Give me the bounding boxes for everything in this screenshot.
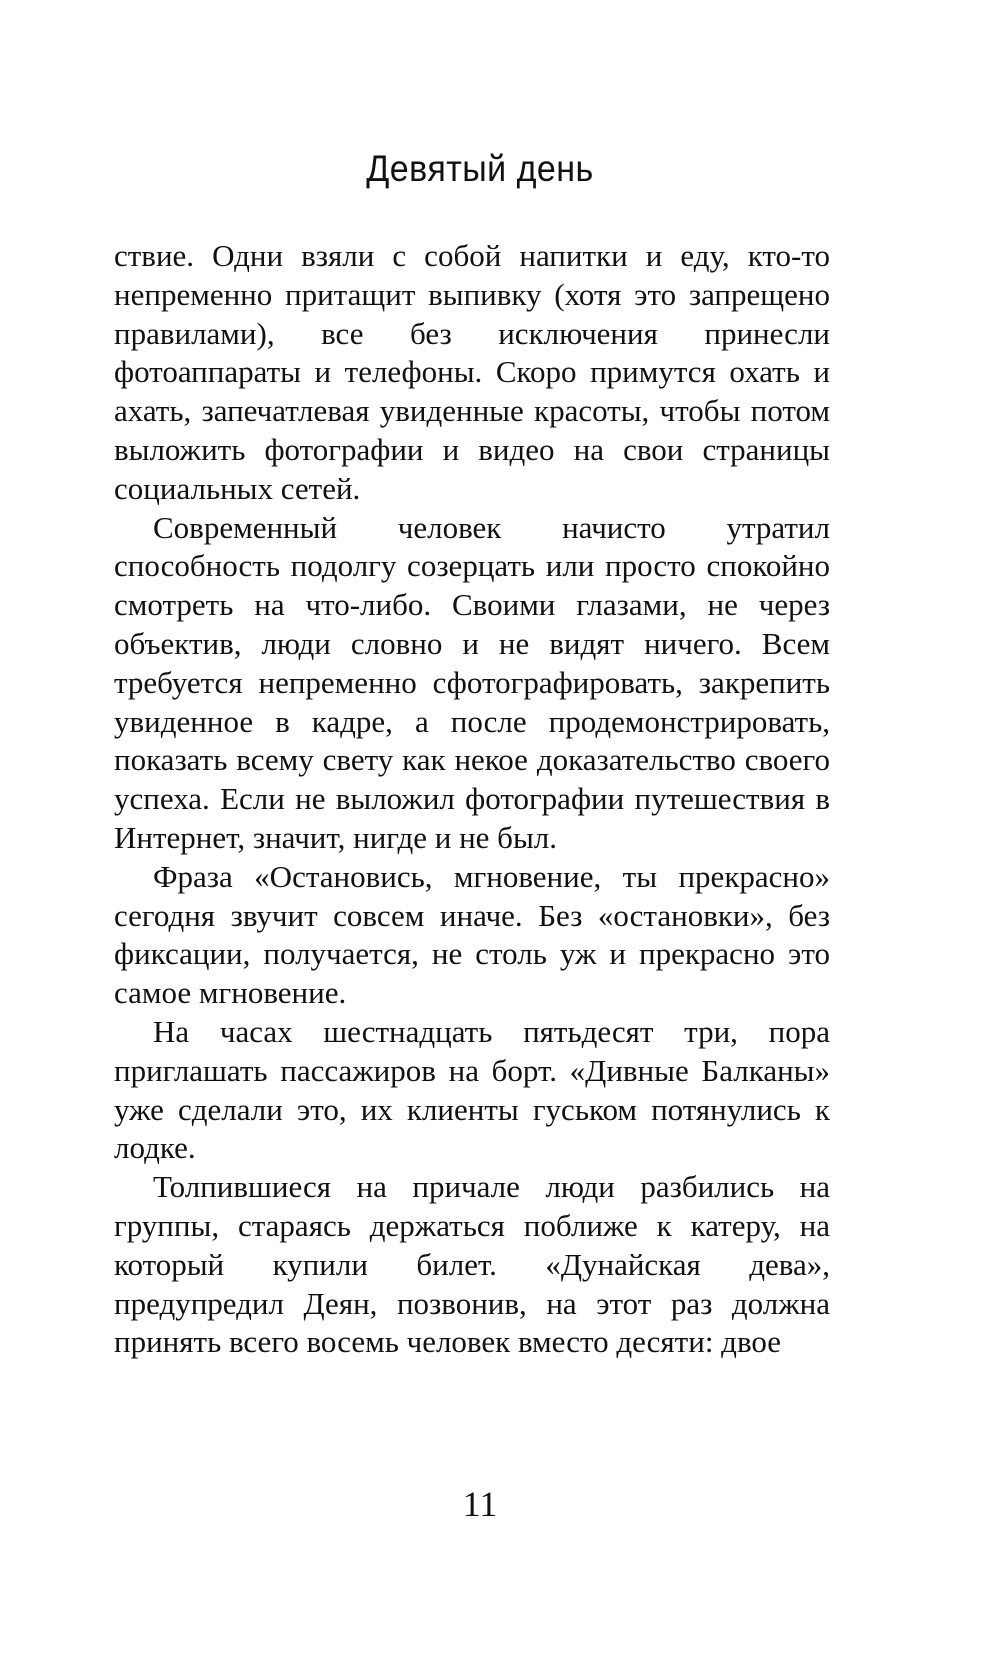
paragraph: Толпившиеся на причале люди разбились на группы, стараясь держаться поближе к катеру, на который купили билет. «Дунайская дева», предупредил Деян, позвонив, на этот раз должна принять всего восемь человек вместо десяти: двое bbox=[114, 1169, 830, 1360]
paragraph-continuation: ствие. Одни взяли с собой напитки и еду, кто-то непременно притащит выпивку (хотя это запрещено правилами), все без исключения принесли фотоаппараты и телефоны. Скоро примутся охать и ахать, запечатлевая увиденные красоты, чтобы потом выложить фотографии и видео на свои страницы социальных сетей. bbox=[114, 238, 830, 506]
paragraph: Фраза «Остановись, мгновение, ты прекрасно» сегодня звучит совсем иначе. Без «остановки», без фиксации, получается, не столь уж и прекрасно это самое мгновение. bbox=[114, 858, 830, 1011]
paragraph: Современный человек начисто утратил способность подолгу созерцать или просто спокойно смотреть на что-либо. Своими глазами, не через объектив, люди словно и не видят ничего. Всем требуется непременно сфотографировать, закрепить увиденное в кадре, а после продемонстрировать, показать всему свету как некое доказательство своего успеха. Если не выложил фотографии путешествия в Интернет, значит, нигде и не был. bbox=[114, 509, 830, 855]
page-number: 11 bbox=[462, 1484, 498, 1524]
body-text bbox=[114, 237, 830, 1362]
paragraph: На часах шестнадцать пятьдесят три, пора приглашать пассажиров на борт. «Дивные Балканы» уже сделали это, их клиенты гуськом потянулись к лодке. bbox=[114, 1013, 830, 1166]
running-head: Девятый день bbox=[366, 148, 594, 189]
